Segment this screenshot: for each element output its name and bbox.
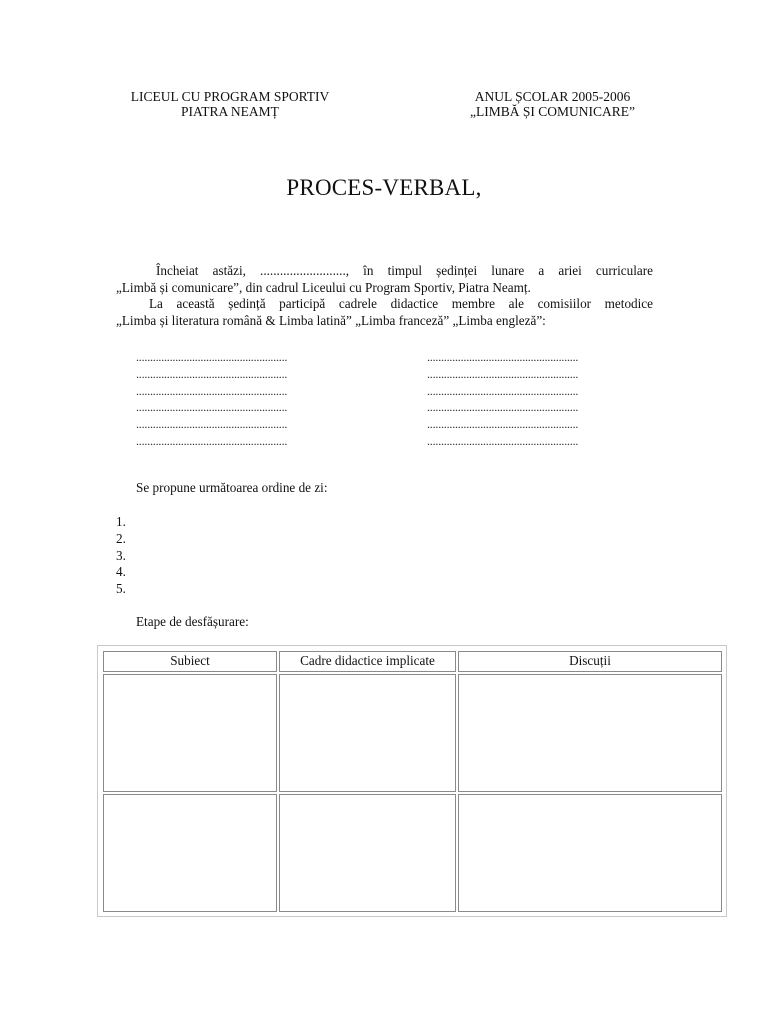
table-header-subject: Subiect [103,651,277,672]
paragraph-intro [116,262,653,296]
agenda-intro: Se propune următoarea ordine de zi: [136,480,328,495]
table-header-teachers: Cadre didactice implicate [279,651,456,672]
participant-line: ...................................................... [427,350,579,364]
header-left [105,89,355,119]
participant-line: ...................................................... [427,400,579,415]
paragraph-participants-line-2: „Limba și literatura română & Limba latină” „Limba franceză” „Limba engleză”: [116,313,546,328]
participant-line: ...................................................... [427,383,579,398]
stages-table [97,645,727,917]
table-cell-teachers[interactable] [279,794,456,912]
agenda-item: 5. [116,581,126,597]
agenda-list [116,514,126,598]
participant-line: ...................................................... [136,400,288,415]
agenda-item: 2. [116,530,126,546]
paragraph-intro-line-1: Încheiat astăzi, .........................., în timpul ședinței lunare a ariei curriculare [156,263,653,278]
school-name: LICEUL CU PROGRAM SPORTIV [130,89,330,104]
paragraph-participants-line-1: La această ședință participă cadrele didactice membre ale comisiilor metodice [149,296,653,311]
table-cell-discussions[interactable] [458,794,722,912]
curricular-area: „LIMBĂ ȘI COMUNICARE” [470,104,635,119]
participant-line: ...................................................... [427,417,579,432]
agenda-item: 1. [116,514,126,529]
participants-left-column [136,349,287,450]
table-cell-subject[interactable] [103,794,277,912]
table-cell-teachers[interactable] [279,674,456,792]
participant-line: ...................................................... [427,366,579,381]
participant-line: ...................................................... [136,350,288,364]
agenda-item: 3. [116,547,126,563]
header-right [440,89,665,119]
participant-line: ...................................................... [136,366,288,381]
participant-line: ...................................................... [136,417,288,432]
paragraph-intro-line-2: „Limbă și comunicare”, din cadrul Liceului cu Program Sportiv, Piatra Neamț. [116,280,531,295]
table-cell-discussions[interactable] [458,674,722,792]
table-cell-subject[interactable] [103,674,277,792]
school-year: ANUL ȘCOLAR 2005-2006 [474,89,631,104]
participant-line: ...................................................... [136,383,288,398]
participants-right-column [427,349,578,450]
participant-line: ...................................................... [427,433,579,448]
table-header-discussions: Discuții [458,651,722,672]
school-city: PIATRA NEAMȚ [181,104,279,119]
paragraph-participants [116,295,653,329]
stages-label: Etape de desfășurare: [136,614,249,629]
document-title: PROCES-VERBAL, [286,175,482,200]
participant-line: ...................................................... [136,433,288,448]
agenda-item: 4. [116,564,126,580]
